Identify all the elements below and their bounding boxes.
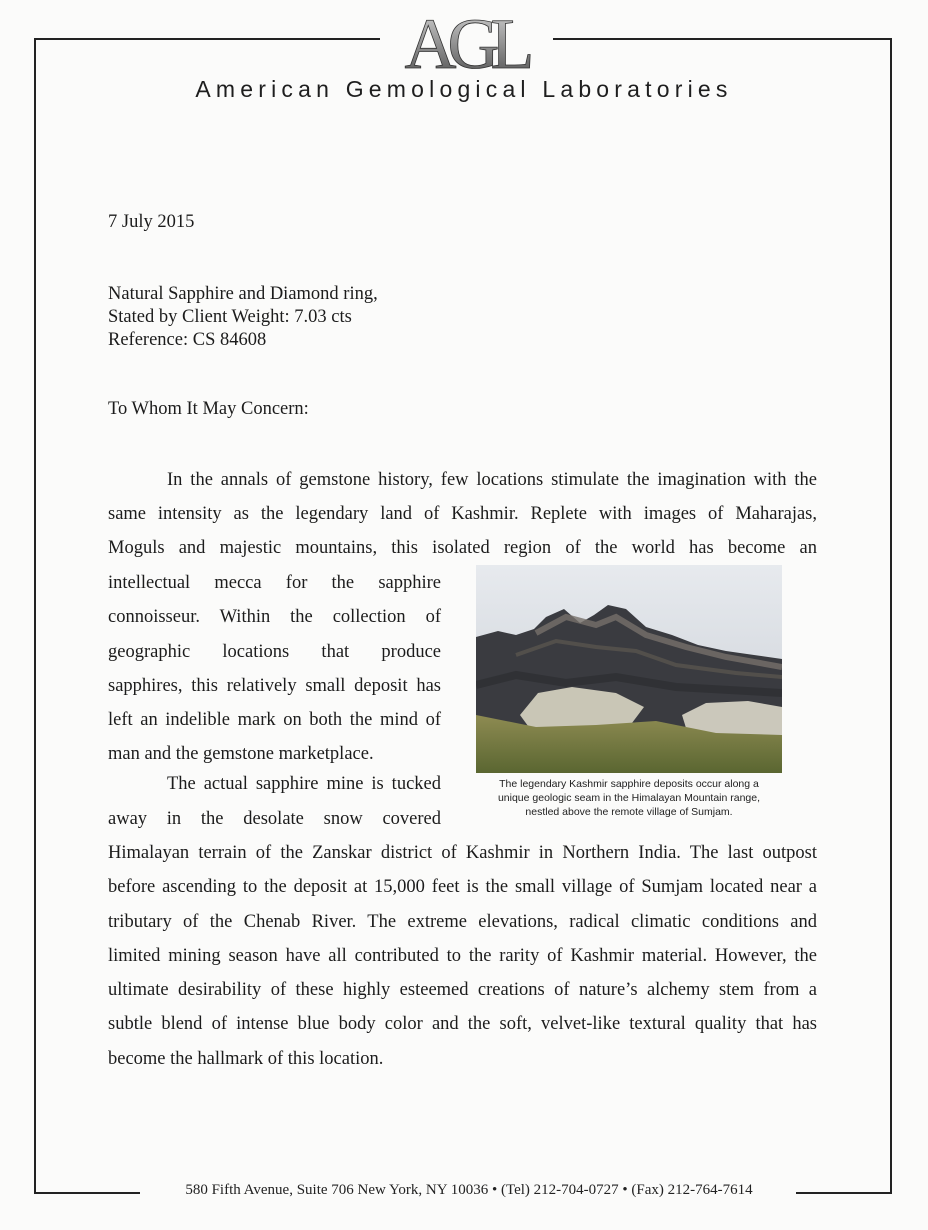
frame-top-left <box>34 38 380 40</box>
svg-text:AGL: AGL <box>404 6 526 72</box>
text-line: before ascending to the deposit at 15,000 feet is the small village of Sumjam located near a <box>108 877 817 898</box>
item-line: Natural Sapphire and Diamond ring, <box>108 284 378 304</box>
text-line: sapphires, this relatively small deposit has <box>108 675 441 696</box>
kashmir-mountain-photo <box>476 565 782 773</box>
text-line: Himalayan terrain of the Zanskar district of Kashmir in Northern India. The last outpost <box>108 843 817 863</box>
item-line: Reference: CS 84608 <box>108 330 267 350</box>
text-line: intellectual mecca for the sapphire <box>108 573 441 593</box>
text-line: away in the desolate snow covered <box>108 809 441 829</box>
text-line: Moguls and majestic mountains, this isolated region of the world has become an <box>108 538 817 559</box>
frame-right <box>890 38 892 1193</box>
text-line: limited mining season have all contributed to the rarity of Kashmir material. However, the <box>108 945 817 966</box>
letter-date: 7 July 2015 <box>108 212 195 232</box>
paragraph-2-full <box>108 836 817 1042</box>
text-line: tributary of the Chenab River. The extreme elevations, radical climatic conditions and <box>108 911 817 932</box>
paragraph-1-full <box>167 463 817 497</box>
photo-caption <box>466 777 792 819</box>
salutation: To Whom It May Concern: <box>108 399 309 419</box>
item-line: Stated by Client Weight: 7.03 cts <box>108 307 352 327</box>
frame-top-right <box>553 38 891 40</box>
text-line: subtle blend of intense blue body color and the soft, velvet-like textural quality that has <box>108 1014 817 1035</box>
text-line: The actual sapphire mine is tucked <box>167 774 441 794</box>
caption-line: unique geologic seam in the Himalayan Mountain range, <box>497 792 761 804</box>
footer-address: 580 Fifth Avenue, Suite 706 New York, NY 10036 • (Tel) 212-704-0727 • (Fax) 212-764-7614 <box>146 1182 792 1199</box>
text-line: In the annals of gemstone history, few locations stimulate the imagination with the <box>167 470 817 490</box>
text-line: same intensity as the legendary land of Kashmir. Replete with images of Maharajas, <box>108 504 817 524</box>
item-description <box>108 283 378 352</box>
paragraph-1-last-line: man and the gemstone marketplace. <box>108 744 374 764</box>
text-line: ultimate desirability of these highly esteemed creations of nature’s alchemy stem from a <box>108 980 817 1001</box>
caption-line: nestled above the remote village of Sumjam. <box>525 806 733 818</box>
text-line: geographic locations that produce <box>108 641 441 662</box>
organization-name: American Gemological Laboratories <box>195 76 733 102</box>
frame-bottom-right <box>796 1192 892 1194</box>
frame-left <box>34 38 36 1193</box>
caption-line: The legendary Kashmir sapphire deposits occur along a <box>499 778 759 790</box>
text-line: connoisseur. Within the collection of <box>108 607 441 628</box>
paragraph-2-wrapped-cont <box>108 802 441 836</box>
paragraph-2-wrapped <box>167 767 441 801</box>
paragraph-1-full-cont <box>108 497 817 566</box>
paragraph-2-last-line: become the hallmark of this location. <box>108 1049 384 1069</box>
text-line: left an indelible mark on both the mind of <box>108 710 441 731</box>
agl-logo <box>380 6 550 72</box>
frame-bottom-left <box>34 1192 140 1194</box>
paragraph-1-wrapped <box>108 566 441 737</box>
